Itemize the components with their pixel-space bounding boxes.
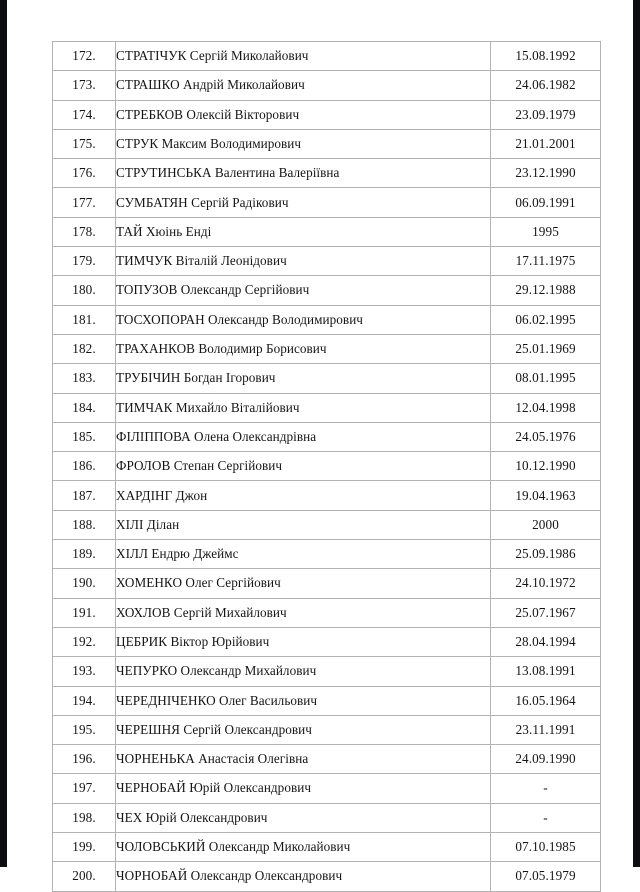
table-row: [53, 569, 601, 598]
row-dob-cell: 29.12.1988: [491, 276, 601, 305]
row-dob-cell: 24.09.1990: [491, 745, 601, 774]
table-row: [53, 217, 601, 246]
row-index-cell: 180.: [53, 276, 116, 305]
row-name-cell: ТОПУЗОВ Олександр Сергійович: [116, 276, 491, 305]
row-index-cell: 191.: [53, 598, 116, 627]
table-row: [53, 188, 601, 217]
row-name-cell: ЧЕРНОБАЙ Юрій Олександрович: [116, 774, 491, 803]
row-name-cell: ЧЕРЕШНЯ Сергій Олександрович: [116, 715, 491, 744]
row-index-cell: 188.: [53, 510, 116, 539]
table-row: [53, 364, 601, 393]
row-name-cell: ЦЕБРИК Віктор Юрійович: [116, 627, 491, 656]
table-row: [53, 481, 601, 510]
row-name-cell: ХІЛЛ Ендрю Джеймс: [116, 540, 491, 569]
row-dob-cell: 13.08.1991: [491, 657, 601, 686]
row-index-cell: 175.: [53, 129, 116, 158]
row-name-cell: ЧОРНЕНЬКА Анастасія Олегівна: [116, 745, 491, 774]
row-name-cell: СТРЕБКОВ Олексій Вікторович: [116, 100, 491, 129]
row-index-cell: 196.: [53, 745, 116, 774]
row-name-cell: ЧЕПУРКО Олександр Михайлович: [116, 657, 491, 686]
row-dob-cell: 19.04.1963: [491, 481, 601, 510]
row-index-cell: 176.: [53, 159, 116, 188]
row-dob-cell: 25.07.1967: [491, 598, 601, 627]
table-row: [53, 159, 601, 188]
row-dob-cell: 07.10.1985: [491, 833, 601, 862]
row-name-cell: СУМБАТЯН Сергій Радікович: [116, 188, 491, 217]
table-row: [53, 657, 601, 686]
row-index-cell: 199.: [53, 833, 116, 862]
row-index-cell: 184.: [53, 393, 116, 422]
row-name-cell: ФРОЛОВ Степан Сергійович: [116, 452, 491, 481]
row-dob-cell: 10.12.1990: [491, 452, 601, 481]
row-name-cell: ХАРДІНГ Джон: [116, 481, 491, 510]
row-index-cell: 181.: [53, 305, 116, 334]
row-dob-cell: 17.11.1975: [491, 247, 601, 276]
row-index-cell: 195.: [53, 715, 116, 744]
table-row: [53, 715, 601, 744]
row-name-cell: ХІЛІ Ділан: [116, 510, 491, 539]
row-index-cell: 183.: [53, 364, 116, 393]
roster-table-body: [53, 42, 601, 892]
row-dob-cell: 15.08.1992: [491, 42, 601, 71]
row-index-cell: 179.: [53, 247, 116, 276]
row-index-cell: 190.: [53, 569, 116, 598]
row-dob-cell: 21.01.2001: [491, 129, 601, 158]
row-dob-cell: 28.04.1994: [491, 627, 601, 656]
left-edge-bar: [0, 0, 7, 867]
table-row: [53, 422, 601, 451]
row-dob-cell: -: [491, 803, 601, 832]
row-index-cell: 174.: [53, 100, 116, 129]
row-dob-cell: 12.04.1998: [491, 393, 601, 422]
row-dob-cell: 25.01.1969: [491, 334, 601, 363]
table-row: [53, 276, 601, 305]
table-row: [53, 803, 601, 832]
row-name-cell: СТРУК Максим Володимирович: [116, 129, 491, 158]
row-name-cell: ЧЕХ Юрій Олександрович: [116, 803, 491, 832]
table-row: [53, 393, 601, 422]
row-name-cell: СТРАШКО Андрій Миколайович: [116, 71, 491, 100]
row-dob-cell: 06.09.1991: [491, 188, 601, 217]
row-name-cell: ТРУБІЧИН Богдан Ігорович: [116, 364, 491, 393]
row-index-cell: 185.: [53, 422, 116, 451]
row-dob-cell: 24.06.1982: [491, 71, 601, 100]
row-index-cell: 200.: [53, 862, 116, 891]
row-dob-cell: 1995: [491, 217, 601, 246]
row-name-cell: ТАЙ Хюінь Енді: [116, 217, 491, 246]
row-dob-cell: -: [491, 774, 601, 803]
row-index-cell: 189.: [53, 540, 116, 569]
roster-table: [52, 41, 601, 892]
table-row: [53, 71, 601, 100]
row-name-cell: ФІЛІППОВА Олена Олександрівна: [116, 422, 491, 451]
row-index-cell: 173.: [53, 71, 116, 100]
row-index-cell: 182.: [53, 334, 116, 363]
table-row: [53, 745, 601, 774]
row-index-cell: 194.: [53, 686, 116, 715]
row-name-cell: ЧЕРЕДНІЧЕНКО Олег Васильович: [116, 686, 491, 715]
row-name-cell: ЧОРНОБАЙ Олександр Олександрович: [116, 862, 491, 891]
row-index-cell: 187.: [53, 481, 116, 510]
row-dob-cell: 16.05.1964: [491, 686, 601, 715]
row-name-cell: ТИМЧУК Віталій Леонідович: [116, 247, 491, 276]
table-row: [53, 540, 601, 569]
table-row: [53, 247, 601, 276]
row-dob-cell: 23.11.1991: [491, 715, 601, 744]
table-row: [53, 686, 601, 715]
row-index-cell: 177.: [53, 188, 116, 217]
table-row: [53, 598, 601, 627]
table-row: [53, 774, 601, 803]
table-row: [53, 100, 601, 129]
row-dob-cell: 25.09.1986: [491, 540, 601, 569]
row-dob-cell: 24.10.1972: [491, 569, 601, 598]
table-row: [53, 129, 601, 158]
row-dob-cell: 07.05.1979: [491, 862, 601, 891]
row-name-cell: ХОМЕНКО Олег Сергійович: [116, 569, 491, 598]
table-row: [53, 862, 601, 891]
table-row: [53, 510, 601, 539]
row-name-cell: ЧОЛОВСЬКИЙ Олександр Миколайович: [116, 833, 491, 862]
row-name-cell: СТРАТІЧУК Сергій Миколайович: [116, 42, 491, 71]
row-index-cell: 193.: [53, 657, 116, 686]
row-dob-cell: 23.09.1979: [491, 100, 601, 129]
row-name-cell: ХОХЛОВ Сергій Михайлович: [116, 598, 491, 627]
row-index-cell: 186.: [53, 452, 116, 481]
row-index-cell: 192.: [53, 627, 116, 656]
row-dob-cell: 23.12.1990: [491, 159, 601, 188]
document-sheet: [7, 0, 633, 884]
table-row: [53, 334, 601, 363]
table-row: [53, 305, 601, 334]
table-row: [53, 42, 601, 71]
row-index-cell: 178.: [53, 217, 116, 246]
row-index-cell: 198.: [53, 803, 116, 832]
row-dob-cell: 2000: [491, 510, 601, 539]
table-row: [53, 452, 601, 481]
right-edge-bar: [633, 0, 640, 867]
row-name-cell: СТРУТИНСЬКА Валентина Валеріївна: [116, 159, 491, 188]
row-index-cell: 197.: [53, 774, 116, 803]
row-name-cell: ТИМЧАК Михайло Віталійович: [116, 393, 491, 422]
row-name-cell: ТОСХОПОРАН Олександр Володимирович: [116, 305, 491, 334]
table-row: [53, 833, 601, 862]
row-dob-cell: 24.05.1976: [491, 422, 601, 451]
row-name-cell: ТРАХАНКОВ Володимир Борисович: [116, 334, 491, 363]
row-dob-cell: 08.01.1995: [491, 364, 601, 393]
table-row: [53, 627, 601, 656]
row-index-cell: 172.: [53, 42, 116, 71]
row-dob-cell: 06.02.1995: [491, 305, 601, 334]
